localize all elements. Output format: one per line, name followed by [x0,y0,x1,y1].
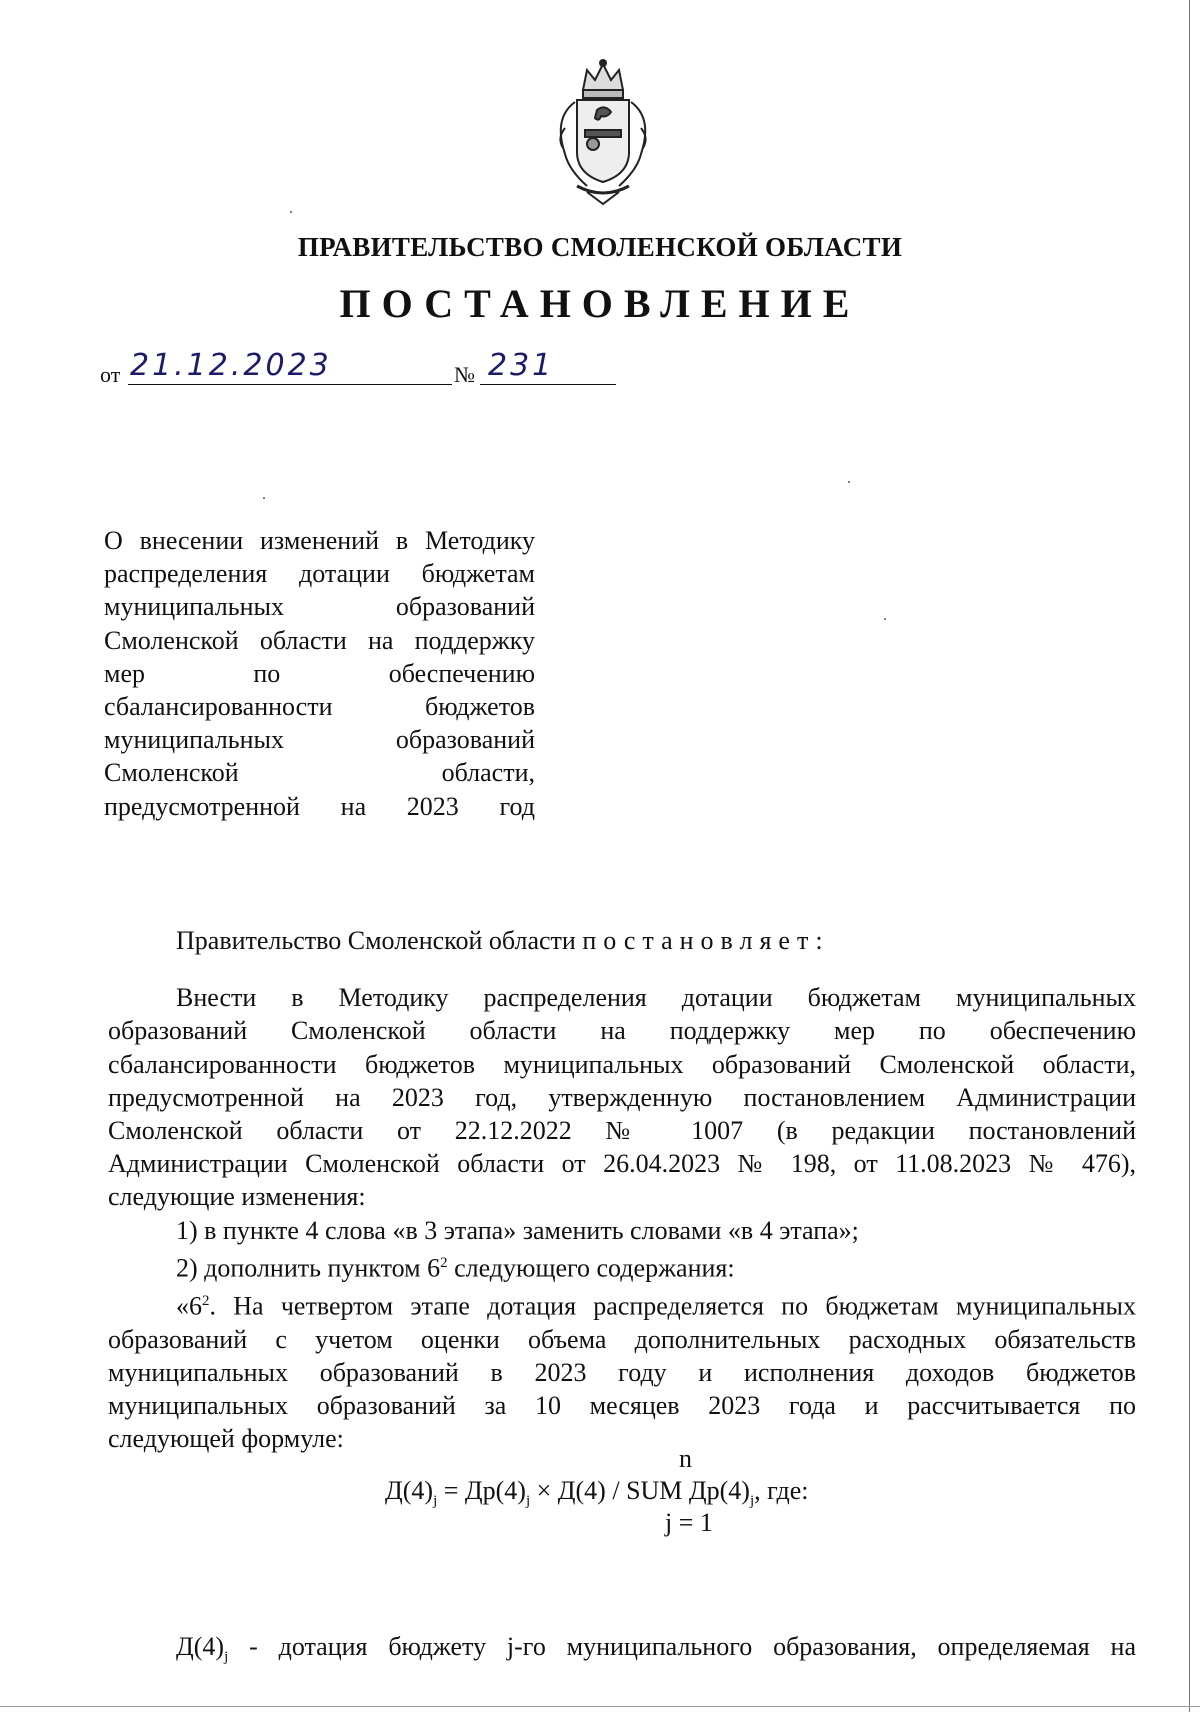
point-line: муниципальных образований в 2023 году и исполнения доходов бюджетов [108,1357,1136,1387]
date-underline [128,384,452,385]
item-2-suffix: следующего содержания: [447,1253,735,1283]
point-prefix: «6 [176,1291,202,1321]
formula-sub: j [525,1493,531,1510]
intro-line: сбалансированности бюджетов муниципальных образований Смоленской области, [108,1049,1136,1079]
item-2-sup: 2 [440,1254,448,1271]
point-text: . На четвертом этапе дотация распределяется по бюджетам муниципальных [209,1291,1136,1321]
point-line [108,1285,1136,1323]
title-line: муниципальных образований [104,592,535,622]
handwritten-date: 21.12.2023 [130,348,332,383]
intro-line: Администрации Смоленской области от 26.04.2023 № 198, от 11.08.2023 № 476), [108,1149,1136,1179]
formula-part: × Д(4) / SUM Др(4) [530,1476,750,1505]
definition-sub: j [224,1649,229,1666]
formula [385,1444,905,1544]
document-type-heading: ПОСТАНОВЛЕНИЕ [339,281,861,326]
page-bottom-edge [0,1706,1200,1707]
definition-term: Д(4) [176,1632,225,1661]
coat-of-arms-emblem [547,58,659,206]
intro-line: предусмотренной на 2023 год, утвержденную постановлением Администрации [108,1082,1136,1112]
formula-main [385,1476,809,1510]
scan-speck [884,618,886,620]
item-2-prefix: 2) дополнить пунктом 6 [176,1253,441,1283]
resolves-paragraph [108,924,1136,957]
document-title [104,524,535,823]
resolves-prefix: Правительство Смоленской области [176,926,576,955]
title-line: сбалансированности бюджетов [104,692,535,722]
formula-part: = Др(4) [437,1476,526,1505]
definition-text: - дотация бюджету j-го муниципального образования, определяемая на [228,1632,1136,1661]
title-line: мер по обеспечению [104,658,535,688]
scan-speck [263,497,265,499]
scan-speck [848,481,850,483]
point-line: образований с учетом оценки объема дополнительных расходных обязательств [108,1324,1136,1354]
scan-speck [290,211,292,213]
date-prefix: от [100,362,121,387]
resolves-word: постановляет: [582,926,830,955]
point-line: следующей формуле: [108,1424,344,1454]
date-number-line [100,348,555,387]
formula-lower-limit: j = 1 [665,1508,713,1537]
formula-upper-limit: n [679,1444,692,1473]
title-line: Смоленской области, [104,758,535,788]
title-line: распределения дотации бюджетам [104,559,535,589]
number-prefix: № [454,362,475,387]
intro-line: следующие изменения: [108,1182,366,1212]
intro-line: образований Смоленской области на поддержку мер по обеспечению [108,1016,1136,1046]
title-line: предусмотренной на 2023 год [104,791,535,821]
document-body [108,924,1136,1455]
formula-part: Д(4) [385,1476,434,1505]
intro-line: Внести в Методику распределения дотации бюджетам муниципальных [176,983,1136,1013]
title-line: О внесении изменений в Методику [104,526,535,555]
organization-heading: ПРАВИТЕЛЬСТВО СМОЛЕНСКОЙ ОБЛАСТИ [297,232,903,262]
handwritten-number: 231 [488,348,555,383]
point-sup: 2 [202,1292,210,1309]
item-2 [108,1247,1136,1285]
title-line: Смоленской области на поддержку [104,625,535,655]
formula-part: , где: [754,1476,809,1505]
formula-sub: j [433,1493,438,1510]
item-1: 1) в пункте 4 слова «в 3 этапа» заменить словами «в 4 этапа»; [176,1215,859,1245]
title-line: муниципальных образований [104,725,535,755]
formula-sub: j [749,1493,755,1510]
number-underline [480,384,616,385]
intro-line: Смоленской области от 22.12.2022 № 1007 (в редакции постановлений [108,1116,1136,1146]
definition-line [108,1630,1136,1674]
point-line: муниципальных образований за 10 месяцев 2023 года и рассчитывается по [108,1390,1136,1420]
